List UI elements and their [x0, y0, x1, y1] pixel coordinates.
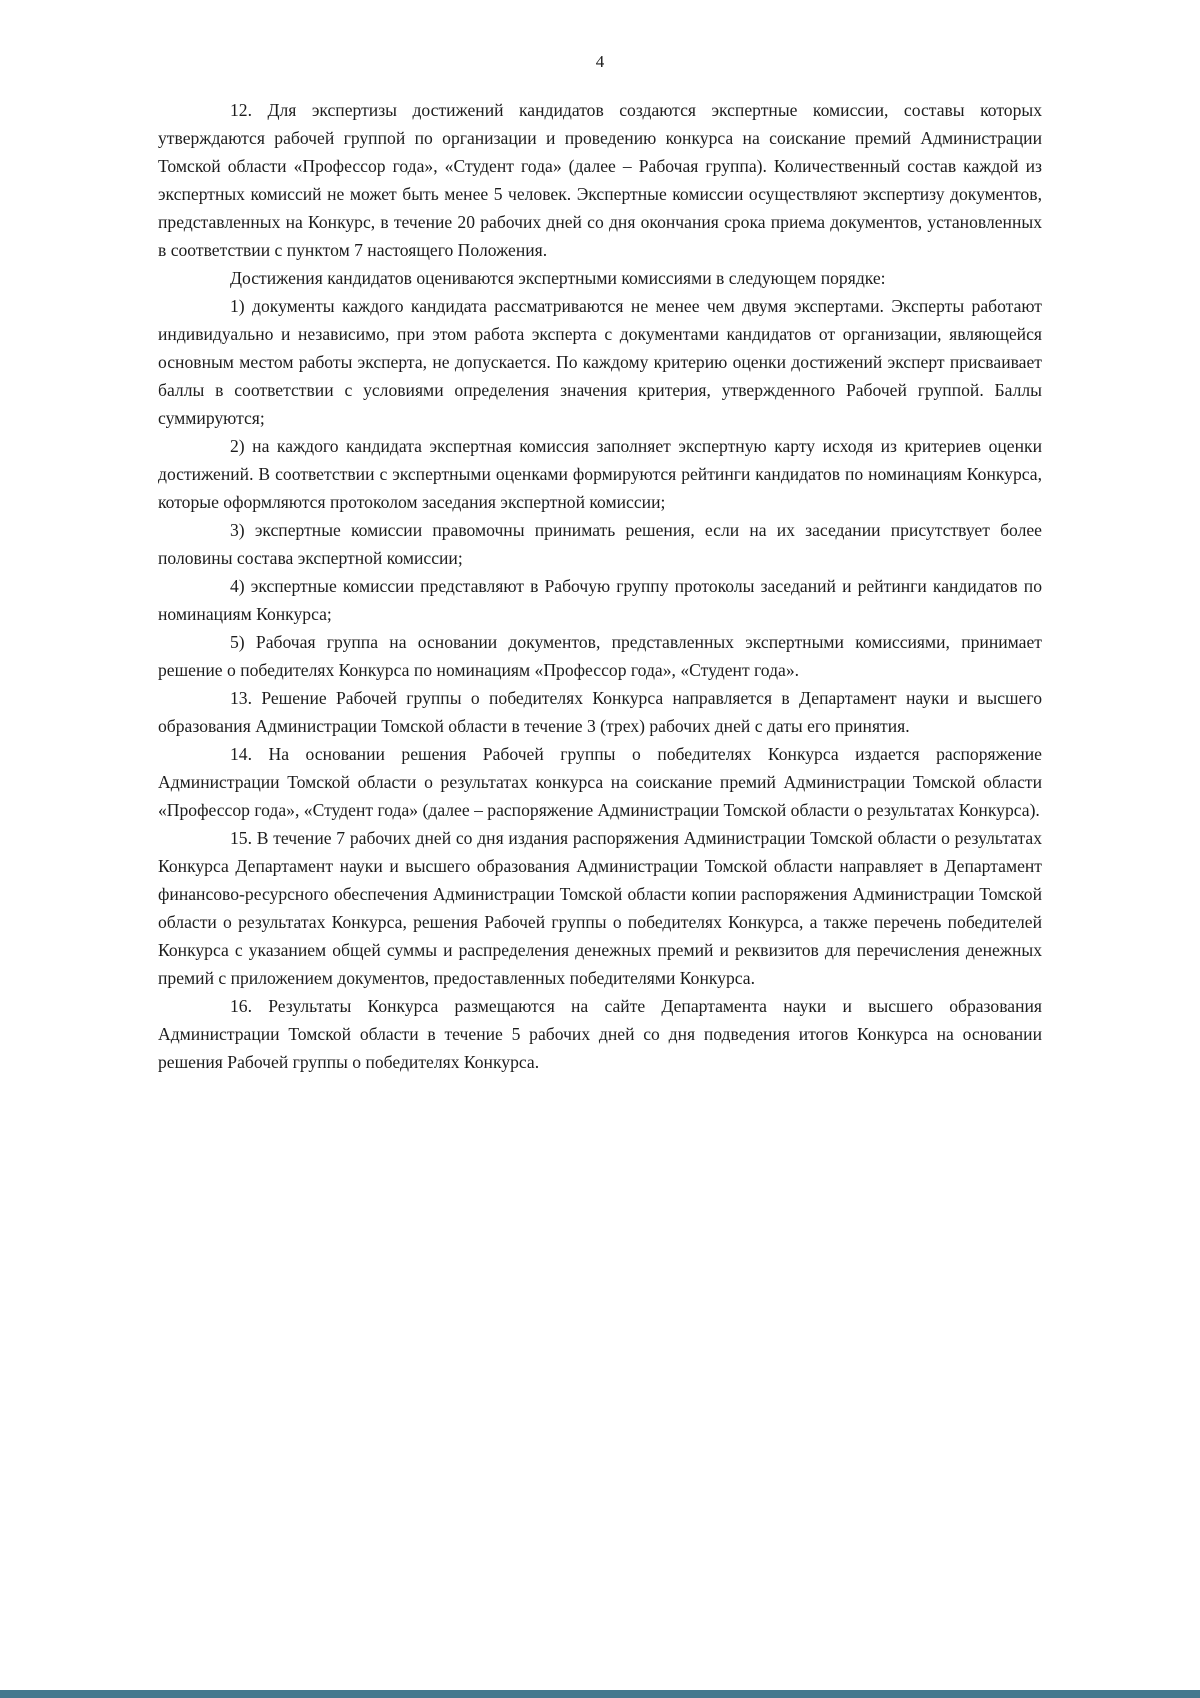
paragraph: 13. Решение Рабочей группы о победителях Конкурса направляется в Департамент науки и высшего образования Администрации Томской области в течение 3 (трех) рабочих дней с даты его принятия.	[158, 688, 1042, 736]
page-number: 4	[595, 52, 605, 71]
paragraph: 16. Результаты Конкурса размещаются на сайте Департамента науки и высшего образования Администрации Томской области в течение 5 рабочих дней со дня подведения итогов Конкурса на основании решения Рабочей группы о победителях Конкурса.	[158, 996, 1042, 1072]
paragraph: 1) документы каждого кандидата рассматриваются не менее чем двумя экспертами. Эксперты работают индивидуально и независимо, при этом работа эксперта с документами кандидатов от организации, являющейся основным местом работы эксперта, не допускается. По каждому критерию оценки достижений эксперт присваивает баллы в соответствии с условиями определения значения критерия, утвержденного Рабочей группой. Баллы суммируются;	[158, 296, 1042, 428]
paragraph: 12. Для экспертизы достижений кандидатов создаются экспертные комиссии, составы которых утверждаются рабочей группой по организации и проведению конкурса на соискание премий Администрации Томской области «Профессор года», «Студент года» (далее – Рабочая группа). Количественный состав каждой из экспертных комиссий не может быть менее 5 человек. Экспертные комиссии осуществляют экспертизу документов, представленных на Конкурс, в течение 20 рабочих дней со дня окончания срока приема документов, установленных в соответствии с пунктом 7 настоящего Положения.	[158, 100, 1042, 260]
paragraph: 5) Рабочая группа на основании документов, представленных экспертными комиссиями, принимает решение о победителях Конкурса по номинациям «Профессор года», «Студент года».	[158, 632, 1042, 680]
paragraph: 15. В течение 7 рабочих дней со дня издания распоряжения Администрации Томской области о результатах Конкурса Департамент науки и высшего образования Администрации Томской области направляет в Департамент финансово-ресурсного обеспечения Администрации Томской области копии распоряжения Администрации Томской области о результатах Конкурса, решения Рабочей группы о победителях Конкурса, а также перечень победителей Конкурса с указанием общей суммы и распределения денежных премий и реквизитов для перечисления денежных премий с приложением документов, предоставленных победителями Конкурса.	[158, 828, 1042, 988]
paragraph: Достижения кандидатов оцениваются экспертными комиссиями в следующем порядке:	[230, 268, 886, 288]
document-body	[158, 96, 1042, 1076]
paragraph: 14. На основании решения Рабочей группы о победителях Конкурса издается распоряжение Администрации Томской области о результатах конкурса на соискание премий Администрации Томской области «Профессор года», «Студент года» (далее – распоряжение Администрации Томской области о результатах Конкурса).	[158, 744, 1042, 820]
paragraph: 4) экспертные комиссии представляют в Рабочую группу протоколы заседаний и рейтинги кандидатов по номинациям Конкурса;	[158, 576, 1042, 624]
paragraph: 3) экспертные комиссии правомочны принимать решения, если на их заседании присутствует более половины состава экспертной комиссии;	[158, 520, 1042, 568]
bottom-edge-bar	[0, 1690, 1200, 1698]
paragraph: 2) на каждого кандидата экспертная комиссия заполняет экспертную карту исходя из критериев оценки достижений. В соответствии с экспертными оценками формируются рейтинги кандидатов по номинациям Конкурса, которые оформляются протоколом заседания экспертной комиссии;	[158, 436, 1042, 512]
